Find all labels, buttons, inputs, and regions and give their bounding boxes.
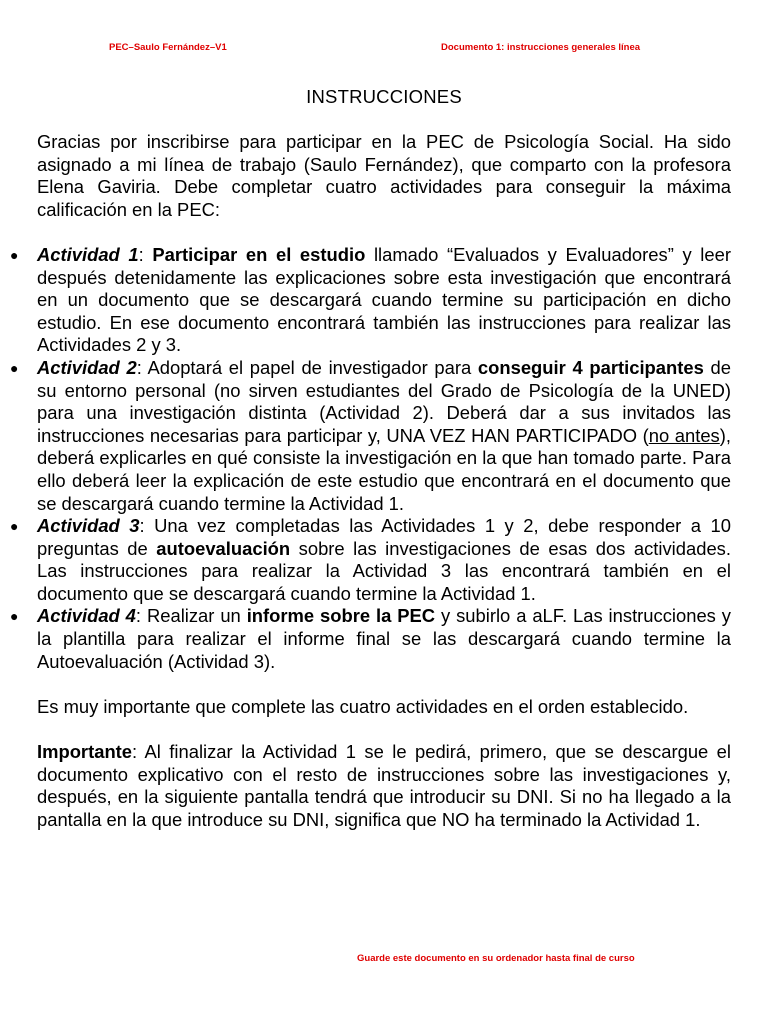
header-left: PEC–Saulo Fernández–V1 (109, 42, 227, 53)
activity-1 (10, 243, 731, 357)
activity-3-label: Actividad 3 (37, 515, 140, 537)
activity-1-bold: Participar en el estudio (152, 243, 366, 265)
activity-4-text: y subirlo a aLF. Las instrucciones y la plantilla para realizar el informe final se las descargará cuando termine la Autoevaluación (Actividad 3). (37, 605, 731, 672)
activity-4 (10, 605, 731, 673)
activity-3-text: sobre las investigaciones de esas dos actividades. Las instrucciones para realizar la Actividad 3 las encontrará también en el documento que se descargará cuando termine la Actividad 1. (37, 537, 731, 604)
activity-3-sep: : (139, 515, 155, 537)
important-paragraph (37, 741, 731, 831)
activity-4-bold: informe sobre la PEC (246, 605, 436, 627)
activity-1-sep: : (138, 243, 153, 265)
order-note: Es muy importante que complete las cuatro actividades en el orden establecido. (37, 695, 689, 717)
activity-3-pre: Una vez completadas las Actividades 1 y 2, debe responder a 10 preguntas de (37, 515, 731, 559)
activity-2 (10, 356, 731, 515)
activity-4-sep: : (135, 605, 147, 627)
activity-1-label: Actividad 1 (37, 243, 139, 265)
activity-2-sep: : (136, 356, 148, 378)
activity-2-underline: no antes (648, 424, 720, 446)
activity-3-bold: autoevaluación (156, 537, 291, 559)
footer-note: Guarde este documento en su ordenador hasta final de curso (357, 953, 635, 964)
activity-2-text-b: ), deberá explicarles en qué consiste la investigación en la que han tomado parte. Para ello deberá leer la explicación de este estudio que encontrará en el documento que se descargará cuando termine la Actividad 1. (37, 424, 731, 514)
bullet-icon: ● (10, 608, 19, 625)
header-right: Documento 1: instrucciones generales línea (441, 42, 641, 53)
activity-2-label: Actividad 2 (37, 356, 137, 378)
activity-2-bold: conseguir 4 participantes (477, 356, 704, 378)
activity-4-label: Actividad 4 (37, 605, 136, 627)
document-body (10, 131, 731, 831)
important-text: : Al finalizar la Actividad 1 se le pedirá, primero, que se descargue el documento explicativo con el resto de instrucciones sobre las investigaciones y, después, en la siguiente pantalla tendrá que introducir su DNI. Si no ha llegado a la pantalla en la que introduce su DNI, significa que NO ha terminado la Actividad 1. (37, 741, 731, 830)
bullet-icon: ● (10, 359, 19, 376)
activity-1-text: llamado “Evaluados y Evaluadores” y leer después detenidamente las explicaciones sobre esta investigación que encontrará en un documento que se descargará cuando termine su participación en dicho estudio. En ese documento encontrará también las instrucciones para realizar las Actividades 2 y 3. (37, 243, 731, 356)
bullet-icon: ● (10, 518, 19, 535)
page-title: INSTRUCCIONES (306, 86, 462, 107)
activity-3 (10, 515, 731, 605)
activity-2-text-a: de su entorno personal (no sirven estudiantes del Grado de Psicología de la UNED) para una investigación distinta (Actividad 2). Deberá dar a sus invitados las instrucciones necesarias para participar y, UNA VEZ HAN PARTICIPADO ( (37, 356, 731, 446)
activity-list (10, 243, 731, 673)
bullet-icon: ● (10, 246, 19, 263)
activity-2-pre: Adoptará el papel de investigador para (147, 356, 478, 378)
intro-paragraph: Gracias por inscribirse para participar en la PEC de Psicología Social. Ha sido asignado a mi línea de trabajo (Saulo Fernández), que comparto con la profesora Elena Gaviria. Debe completar cuatro actividades para conseguir la máxima calificación en la PEC: (37, 131, 731, 220)
important-label: Importante (37, 741, 133, 763)
activity-4-pre: Realizar un (146, 605, 247, 627)
